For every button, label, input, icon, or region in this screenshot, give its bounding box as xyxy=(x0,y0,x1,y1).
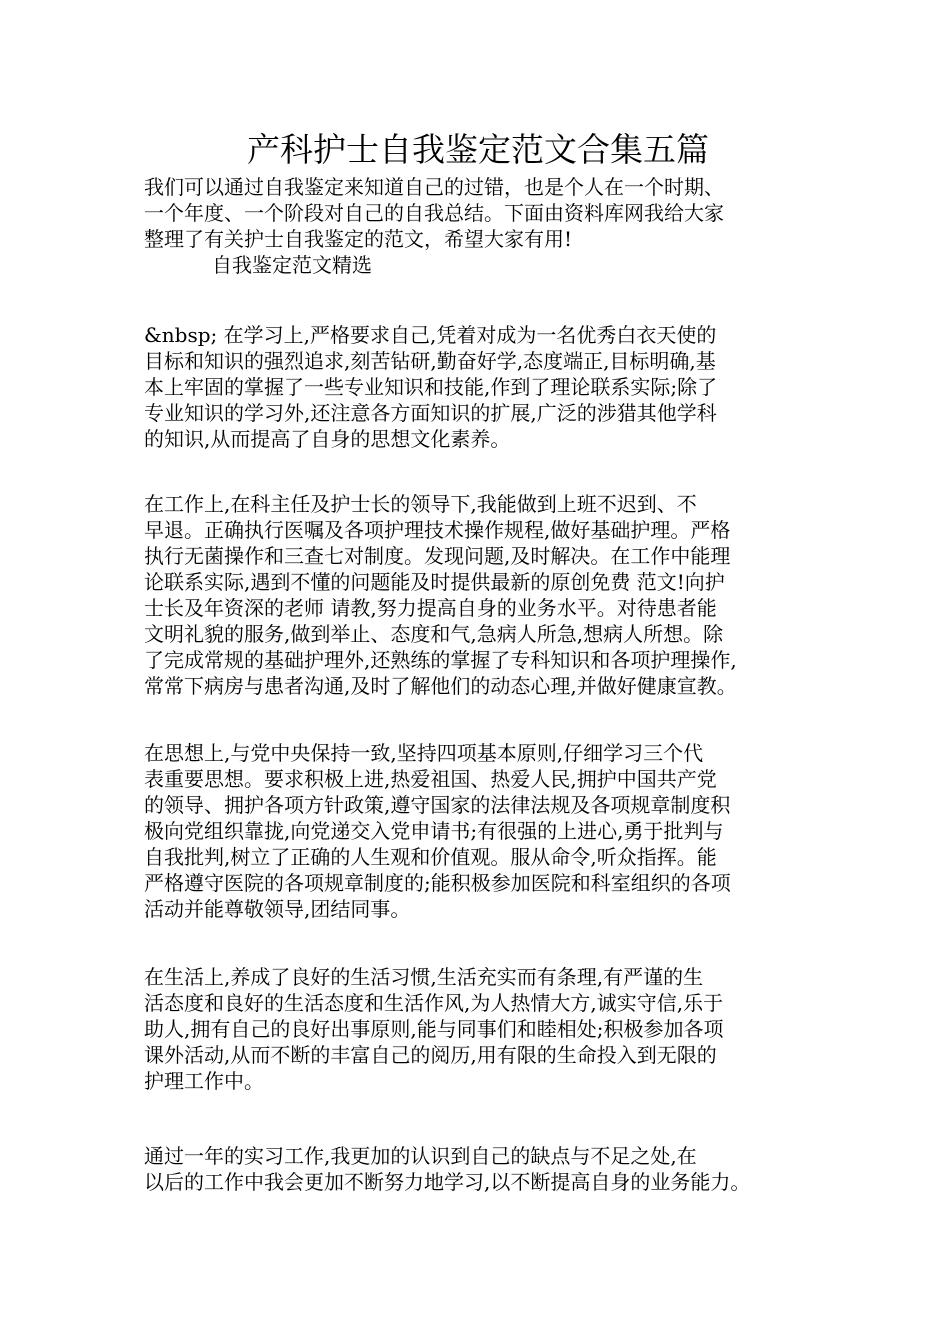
paragraph-study xyxy=(144,322,812,452)
paragraph-conclusion xyxy=(144,1143,812,1195)
paragraph-line: 表重要思想。要求积极上进,热爱祖国、热爱人民,拥护中国共产党 xyxy=(144,767,717,791)
paragraph-line: 课外活动,从而不断的丰富自己的阅历,用有限的生命投入到无限的 xyxy=(144,1043,717,1067)
paragraph-life xyxy=(144,964,812,1094)
paragraph-line: 文明礼貌的服务,做到举止、态度和气,急病人所急,想病人所想。除 xyxy=(144,622,724,646)
paragraph-line: 通过一年的实习工作,我更加的认识到自己的缺点与不足之处,在 xyxy=(144,1144,697,1168)
paragraph-line: 早退。正确执行医嘱及各项护理技术操作规程,做好基础护理。严格 xyxy=(144,518,731,542)
paragraph-line: 在工作上,在科主任及护士长的领导下,我能做到上班不迟到、不 xyxy=(144,492,697,516)
paragraph-line: 的知识,从而提高了自身的思想文化素养。 xyxy=(144,427,511,451)
paragraph-line: 在生活上,养成了良好的生活习惯,生活充实而有条理,有严谨的生 xyxy=(144,965,704,989)
paragraph-line: 以后的工作中我会更加不断努力地学习,以不断提高自身的业务能力。 xyxy=(144,1170,751,1194)
intro-paragraph xyxy=(144,174,812,252)
intro-line: 整理了有关护士自我鉴定的范文，希望大家有用! xyxy=(144,227,573,251)
paragraph-line: 本上牢固的掌握了一些专业知识和技能,作到了理论联系实际;除了 xyxy=(144,375,718,399)
paragraph-line: 助人,拥有自己的良好出事原则,能与同事们和睦相处;积极参加各项 xyxy=(144,1017,724,1041)
paragraph-line: 的领导、拥护各项方针政策,遵守国家的法律法规及各项规章制度积 xyxy=(144,793,731,817)
paragraph-line: 极向党组织靠拢,向党递交入党申请书;有很强的上进心,勇于批判与 xyxy=(144,819,724,843)
paragraph-thought xyxy=(144,740,812,922)
paragraph-line: 自我批判,树立了正确的人生观和价值观。服从命令,听众指挥。能 xyxy=(144,845,717,869)
paragraph-line: 常常下病房与患者沟通,及时了解他们的动态心理,并做好健康宣教。 xyxy=(144,674,737,698)
paragraph-line: 严格遵守医院的各项规章制度的;能积极参加医院和科室组织的各项 xyxy=(144,871,731,895)
section-label: 自我鉴定范文精选 xyxy=(212,253,372,277)
paragraph-line: 在思想上,与党中央保持一致,坚持四项基本原则,仔细学习三个代 xyxy=(144,741,704,765)
paragraph-line: 专业知识的学习外,还注意各方面知识的扩展,广泛的涉猎其他学科 xyxy=(144,401,717,425)
intro-line: 我们可以通过自我鉴定来知道自己的过错，也是个人在一个时期、 xyxy=(144,175,724,199)
document-title: 产科护士自我鉴定范文合集五篇 xyxy=(247,130,709,169)
paragraph-line: 活动并能尊敬领导,团结同事。 xyxy=(144,897,411,921)
paragraph-line: &nbsp; 在学习上,严格要求自己,凭着对成为一名优秀白衣天使的 xyxy=(144,323,717,347)
paragraph-work xyxy=(144,491,812,699)
paragraph-line: 目标和知识的强烈追求,刻苦钻研,勤奋好学,态度端正,目标明确,基 xyxy=(144,349,716,373)
paragraph-line: 了完成常规的基础护理外,还熟练的掌握了专科知识和各项护理操作, xyxy=(144,648,737,672)
intro-line: 一个年度、一个阶段对自己的自我总结。下面由资料库网我给大家 xyxy=(144,201,724,225)
paragraph-line: 士长及年资深的老师 请教,努力提高自身的业务水平。对待患者能 xyxy=(144,596,717,620)
paragraph-line: 论联系实际,遇到不懂的问题能及时提供最新的原创免费 范文!向护 xyxy=(144,570,725,594)
paragraph-line: 执行无菌操作和三查七对制度。发现问题,及时解决。在工作中能理 xyxy=(144,544,731,568)
paragraph-line: 护理工作中。 xyxy=(144,1069,264,1093)
paragraph-line: 活态度和良好的生活态度和生活作风,为人热情大方,诚实守信,乐于 xyxy=(144,991,724,1015)
